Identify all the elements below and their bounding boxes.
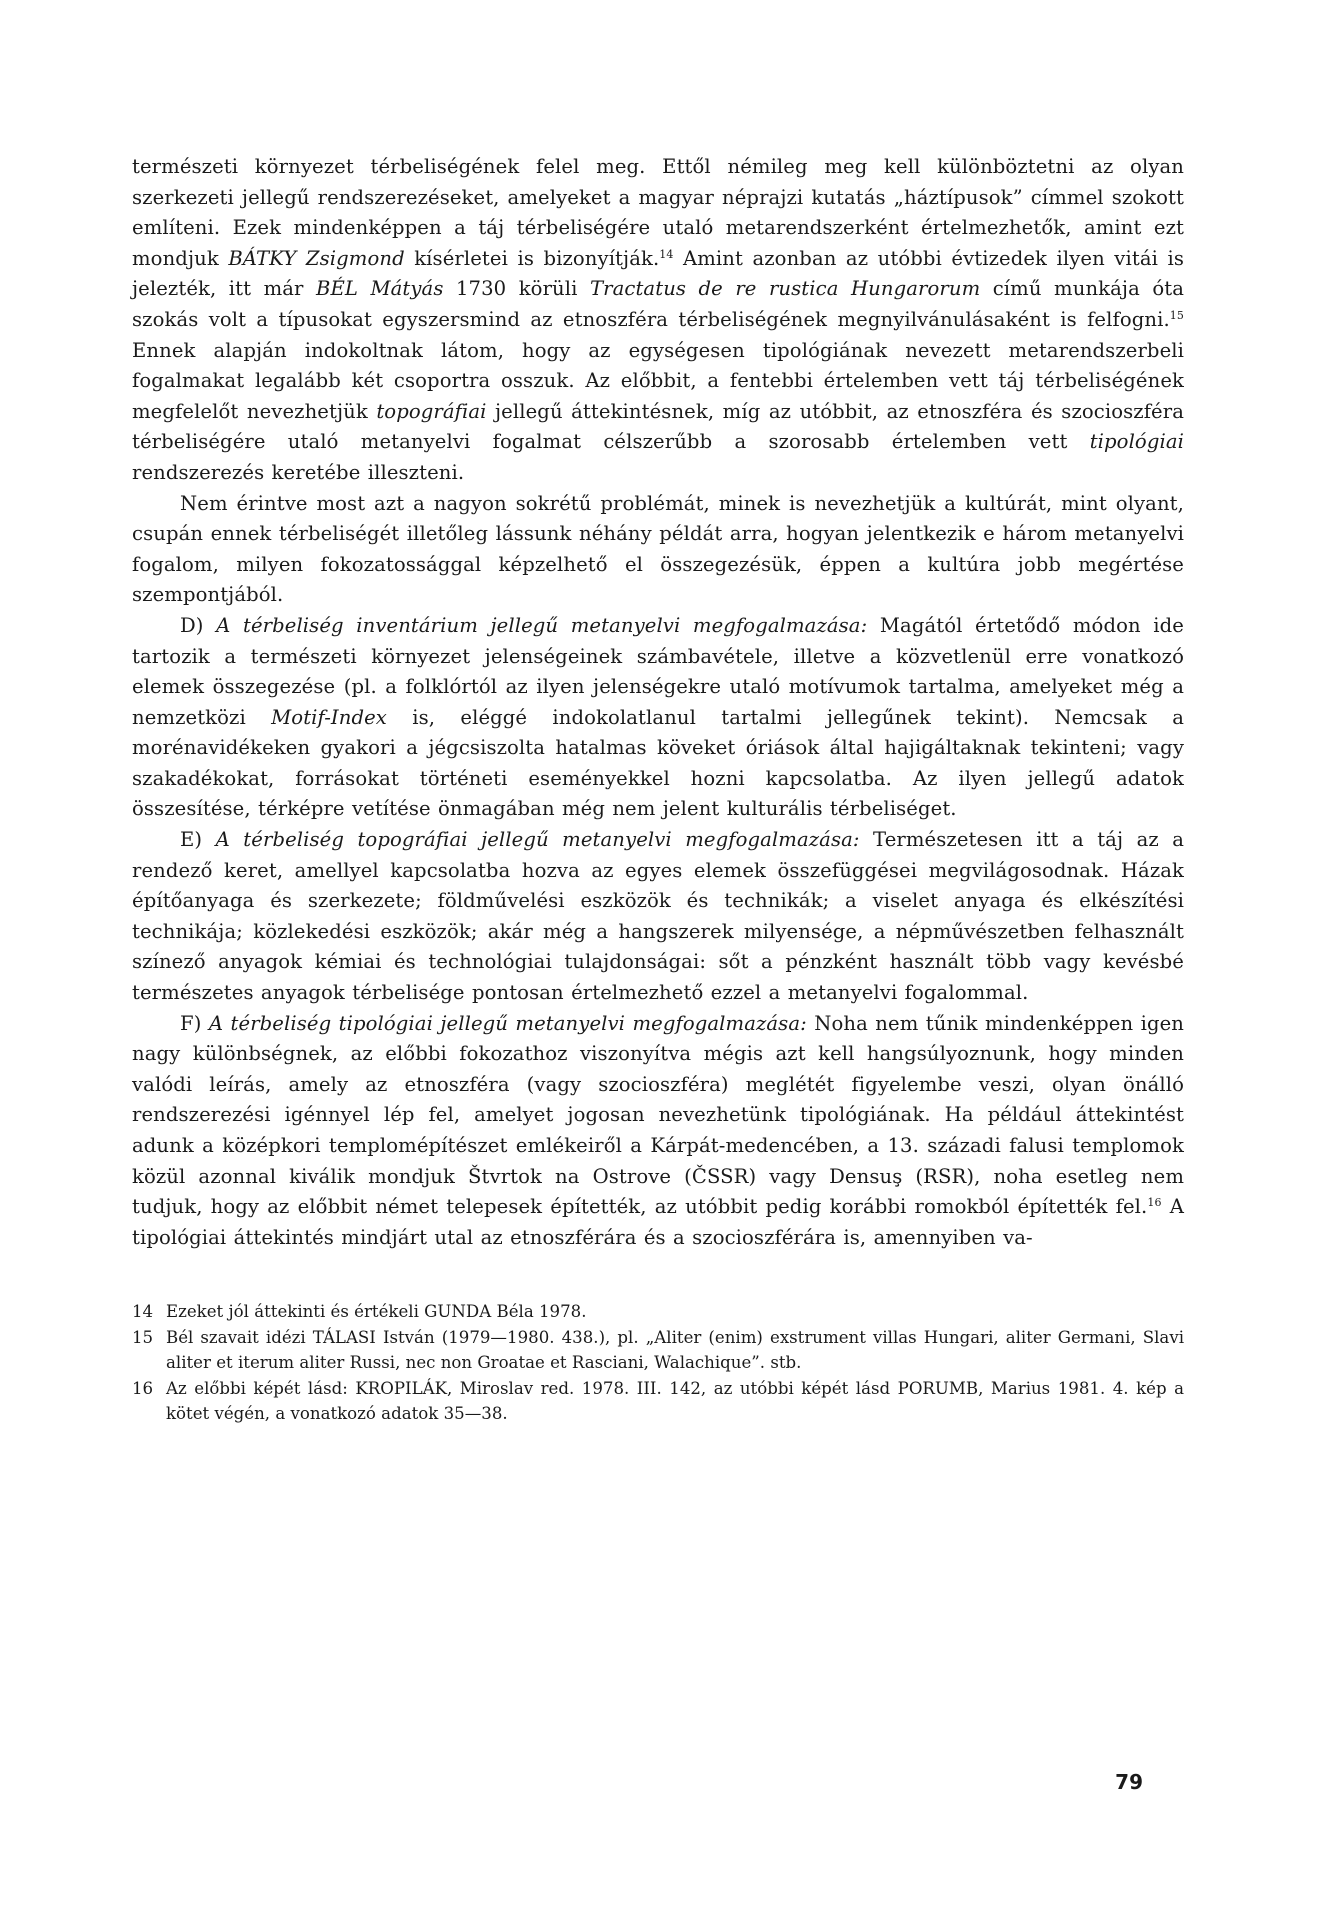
text-run: F) <box>180 1011 209 1035</box>
italic-text: A térbeliség topográfiai jellegű metanyelvi megfogalmazása: <box>215 828 860 852</box>
text-run: is, eléggé indokolatlanul tartalmi jellegűnek tekint). Nemcsak a morénavidékeken gyakori a jégcsiszolta hatalmas köveket óriások által hajigáltaknak tekinteni; vagy szakadékokat, forrásokat történeti eseményekkel hozni kapcsolatba. Az ilyen jellegű adatok összesítése, térképre vetítése önmagában még nem jelent kulturális térbeliséget. <box>132 705 1184 821</box>
italic-text: topográfiai <box>376 399 487 423</box>
footnote-ref: 16 <box>1147 1196 1162 1210</box>
text-run: E) <box>180 828 216 852</box>
italic-text: BÁTKY Zsigmond <box>228 246 405 270</box>
text-run: természeti környezet térbeliségének felel meg. Ettől némileg meg kell különböztetni az olyan szerkezeti jellegű rendszerezéseket, amelyeket a magyar néprajzi kutatás „háztípusok” címmel szokott említeni. Ezek mindenképpen a táj térbeliségére utaló metarendszerként értelmezhetők, amint ezt mondjuk <box>132 155 1184 270</box>
text-run: Természetesen itt a táj az a rendező keret, amellyel kapcsolatba hozva az egyes elemek összefüggései megvilágosodnak. Házak építőanyaga és szerkezete; földművelési eszközök és technikák; a viselet anyaga és elkészítési technikája; közlekedési eszközök; akár még a hangszerek milyensége, a népművészetben felhasznált színező anyagok kémiai és technológiai tulajdonságai: sőt a pénzként használt több vagy kevésbé természetes anyagok térbelisége pontosan értelmezhető ezzel a metanyelvi fogalommal. <box>132 828 1184 1005</box>
italic-text: Tractatus de re rustica Hungarorum <box>589 277 981 301</box>
text-run: kísérletei is bizonyítják. <box>404 246 660 270</box>
footnote <box>132 1376 1184 1427</box>
page-number: 79 <box>1115 1770 1143 1794</box>
text-run: 1730 körüli <box>443 277 590 301</box>
text-run: Ennek alapján indokoltnak látom, hogy az egységesen tipológiának nevezett metarendszerbeli fogalmakat legalább két csoportra osszuk. Az előbbit, a fentebbi értelemben vett táj térbeliségének megfelelőt nevezhetjük <box>132 338 1184 423</box>
page-content <box>132 152 1184 1427</box>
text-run: Noha nem tűnik mindenképpen igen nagy különbségnek, az előbbi fokozathoz viszonyítva mégis azt kell hangsúlyoznunk, hogy minden valódi leírás, amely az etnoszféra (vagy szocioszféra) meglétét figyelembe veszi, olyan önálló rendszerezési igénnyel lép fel, amelyet jogosan nevezhetünk tipológiának. Ha például áttekintést adunk a középkori templomépítészet emlékeiről a Kárpát-medencében, a 13. századi falusi templomok közül azonnal kiválik mondjuk Štvrtok na Ostrove (ČSSR) vagy Densuş (RSR), noha esetleg nem tudjuk, hogy az előbbit német telepesek építették, az utóbbit pedig korábbi romokból építették fel. <box>132 1011 1184 1219</box>
paragraph <box>132 152 1184 489</box>
italic-text: A térbeliség tipológiai jellegű metanyelvi megfogalmazása: <box>208 1011 807 1035</box>
footnote-number: 14 <box>132 1302 154 1322</box>
text-run: jellegű áttekintésnek, míg az utóbbit, az etnoszféra és szocioszféra térbeliségére utaló metanyelvi fogalmat célszerűbb a szorosabb értelemben vett <box>132 399 1184 454</box>
text-run: D) <box>180 613 217 637</box>
body-text <box>132 152 1184 1253</box>
footnote-number: 16 <box>132 1378 154 1398</box>
paragraph <box>132 489 1184 611</box>
italic-text: A térbeliség inventárium jellegű metanyelvi megfogalmazása: <box>216 613 868 637</box>
italic-text: tipológiai <box>1089 430 1184 454</box>
text-run: Amint azonban az utóbbi évtizedek ilyen vitái is jelezték, itt már <box>132 246 1184 301</box>
footnote-text: Ezeket jól áttekinti és értékeli GUNDA Béla 1978. <box>166 1302 587 1322</box>
footnote-text: Bél szavait idézi TÁLASI István (1979—1980. 438.), pl. „Aliter (enim) exstrument villas Hungari, aliter Germani, Slavi aliter et iterum aliter Russi, nec non Groatae et Rasciani, Walachique”. stb. <box>166 1327 1184 1373</box>
text-run: Magától értetődő módon ide tartozik a természeti környezet jelenségeinek számbavétele, illetve a közvetlenül erre vonatkozó elemek összegezése (pl. a folklórtól az ilyen jelenségekre utaló motívumok tartalma, amelyeket még a nemzetközi <box>132 613 1185 729</box>
footnote-number: 15 <box>132 1327 154 1347</box>
footnote <box>132 1299 1184 1325</box>
italic-text: BÉL Mátyás <box>315 277 444 301</box>
footnote-ref: 15 <box>1169 308 1184 322</box>
text-run: Nem érintve most azt a nagyon sokrétű problémát, minek is nevezhetjük a kultúrát, mint olyant, csupán ennek térbeliségét illetőleg lássunk néhány példát arra, hogyan jelentkezik e három metanyelvi fogalom, milyen fokozatossággal képzelhető el összegezésük, éppen a kultúra jobb megértése szempontjából. <box>132 491 1184 607</box>
paragraph <box>132 611 1184 825</box>
footnote-ref: 14 <box>659 247 674 261</box>
text-run: A tipológiai áttekintés mindjárt utal az etnoszférára és a szocioszférára is, amennyiben va- <box>132 1195 1184 1249</box>
italic-text: Motif-Index <box>271 705 387 729</box>
text-run: című munkája óta szokás volt a típusokat egyszersmind az etnoszféra térbeliségének megnyilvánulásaként is felfogni. <box>132 277 1184 331</box>
paragraph <box>132 825 1184 1009</box>
footnotes <box>132 1299 1184 1427</box>
paragraph <box>132 1009 1184 1254</box>
text-run: rendszerezés keretébe illeszteni. <box>132 460 465 484</box>
footnote <box>132 1325 1184 1376</box>
footnote-text: Az előbbi képét lásd: KROPILÁK, Miroslav red. 1978. III. 142, az utóbbi képét lásd PORUMB, Marius 1981. 4. kép a kötet végén, a vonatkozó adatok 35—38. <box>166 1378 1184 1424</box>
